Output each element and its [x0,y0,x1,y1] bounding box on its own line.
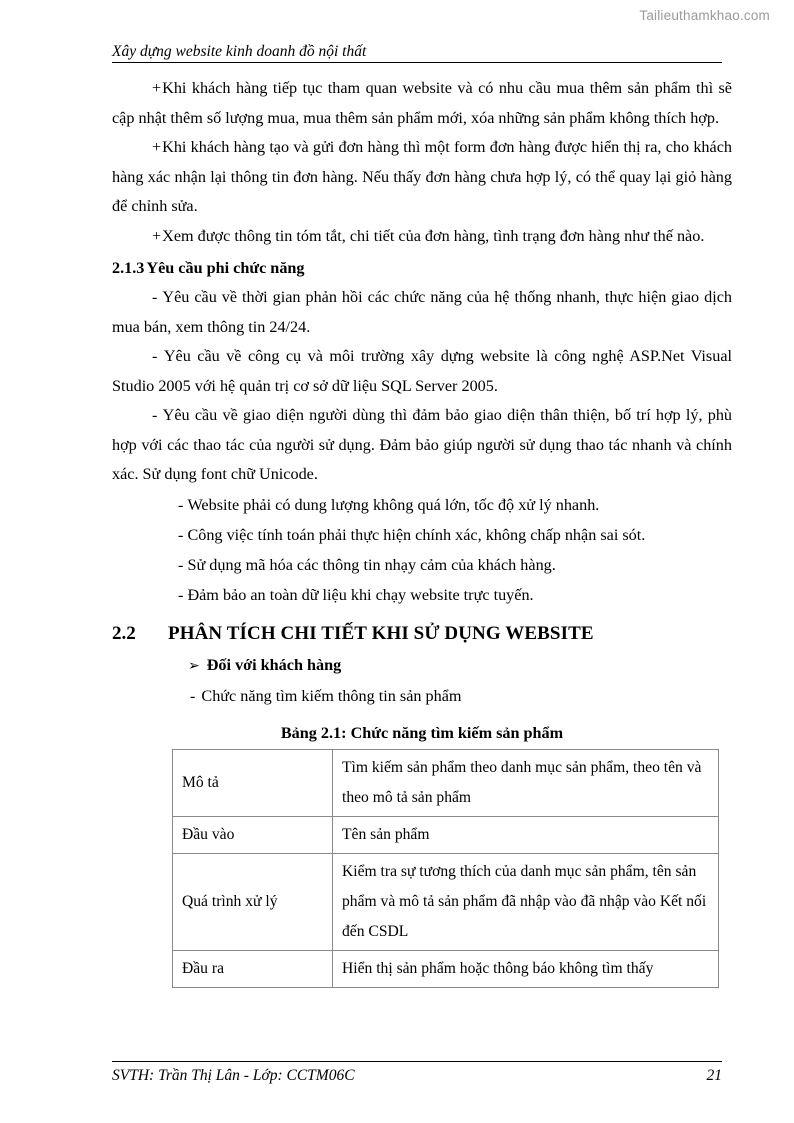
dash-marker: - [178,495,184,514]
function-item [112,681,732,711]
dash-marker: - [152,288,158,306]
footer-row [112,1065,722,1087]
paragraph-text: Khi khách hàng tạo và gửi đơn hàng thì một form đơn hàng được hiển thị ra, cho khách hàng xác nhận lại thông tin đơn hàng. Nếu thấy đơn hàng chưa hợp lý, có thể quay lại giỏ hàng để chỉnh sửa. [112,138,732,215]
dash-marker: - [178,525,184,544]
dash-marker: - [190,686,196,705]
item-text: Sử dụng mã hóa các thông tin nhạy cảm của khách hàng. [187,555,556,574]
page-number: 21 [706,1067,722,1084]
paragraph-plus-1 [112,74,732,133]
table-row [173,950,719,987]
table-cell-value: Hiển thị sản phẩm hoặc thông báo không tìm thấy [333,950,719,987]
section-heading-2-1-3 [112,253,732,283]
footer-text: SVTH: Trần Thị Lân - Lớp: CCTM06C [112,1067,355,1084]
arrow-bullet-icon: ➢ [188,657,200,674]
item-text: Yêu cầu về công cụ và môi trường xây dựng website là công nghệ ASP.Net Visual Studio 2005 với hệ quản trị cơ sở dữ liệu SQL Server 2005. [112,347,732,395]
item-text: Website phải có dung lượng không quá lớn, tốc độ xử lý nhanh. [187,495,600,514]
plus-marker: + [152,226,163,245]
section-number: 2.1.3 [112,259,145,277]
item-text: Chức năng tìm kiếm thông tin sản phẩm [201,686,462,705]
item-text: Công việc tính toán phải thực hiện chính xác, không chấp nhận sai sót. [187,525,646,544]
running-header [112,42,722,63]
dash-marker: - [178,585,184,604]
table-cell-value: Tìm kiếm sản phẩm theo danh mục sản phẩm, theo tên và theo mô tả sản phẩm [333,749,719,816]
dash-marker: - [152,406,158,424]
footer-divider [112,1061,722,1062]
table-cell-label: Đầu vào [173,816,333,853]
table-cell-value: Tên sản phẩm [333,816,719,853]
section-heading-2-2 [112,618,732,650]
function-spec-table [172,749,719,988]
header-title: Xây dựng website kinh doanh đồ nội thất [112,43,367,60]
section-title: Yêu cầu phi chức năng [146,259,305,277]
page-content [112,74,732,988]
paragraph-plus-2 [112,133,732,222]
dash-marker: - [152,347,158,365]
nonfunctional-item-4 [112,490,732,520]
header-divider [112,62,722,63]
running-footer [112,1061,722,1087]
paragraph-text: Khi khách hàng tiếp tục tham quan website và có nhu cầu mua thêm sản phẩm thì sẽ cập nhật thêm số lượng mua, mua thêm sản phẩm mới, xóa những sản phẩm không thích hợp. [112,79,732,127]
watermark-text: Tailieuthamkhao.com [639,8,770,23]
table-row [173,749,719,816]
table-caption: Bảng 2.1: Chức năng tìm kiếm sản phẩm [280,723,564,742]
dash-marker: - [178,555,184,574]
customer-scope-item [112,650,732,681]
plus-marker: + [152,79,163,97]
table-row [173,816,719,853]
section-number: 2.2 [112,622,136,644]
table-row [173,853,719,950]
plus-marker: + [152,138,163,156]
table-cell-value: Kiểm tra sự tương thích của danh mục sản phẩm, tên sản phẩm và mô tả sản phẩm đã nhập vào đã nhập vào Kết nối đến CSDL [333,853,719,950]
table-cell-label: Mô tả [173,749,333,816]
section-title: PHÂN TÍCH CHI TIẾT KHI SỬ DỤNG WEBSITE [168,622,594,644]
item-text: Yêu cầu về giao diện người dùng thì đảm bảo giao diện thân thiện, bố trí hợp lý, phù hợp với các thao tác của người sử dụng. Đảm bảo giúp người sử dụng thao tác nhanh và chính xác. Sử dụng font chữ Unicode. [112,406,733,483]
item-text: Yêu cầu về thời gian phản hồi các chức năng của hệ thống nhanh, thực hiện giao dịch mua bán, xem thông tin 24/24. [112,288,732,336]
nonfunctional-item-6 [112,550,732,580]
paragraph-plus-3 [112,222,732,252]
table-cell-label: Đầu ra [173,950,333,987]
item-text: Đối với khách hàng [206,655,342,674]
nonfunctional-item-5 [112,520,732,550]
nonfunctional-item-3 [112,401,732,490]
paragraph-text: Xem được thông tin tóm tắt, chi tiết của đơn hàng, tình trạng đơn hàng như thế nào. [162,226,705,245]
table-cell-label: Quá trình xử lý [173,853,333,950]
nonfunctional-item-1 [112,283,732,342]
nonfunctional-item-7 [112,580,732,610]
item-text: Đảm bảo an toàn dữ liệu khi chạy website trực tuyến. [187,585,534,604]
nonfunctional-item-2 [112,342,732,401]
